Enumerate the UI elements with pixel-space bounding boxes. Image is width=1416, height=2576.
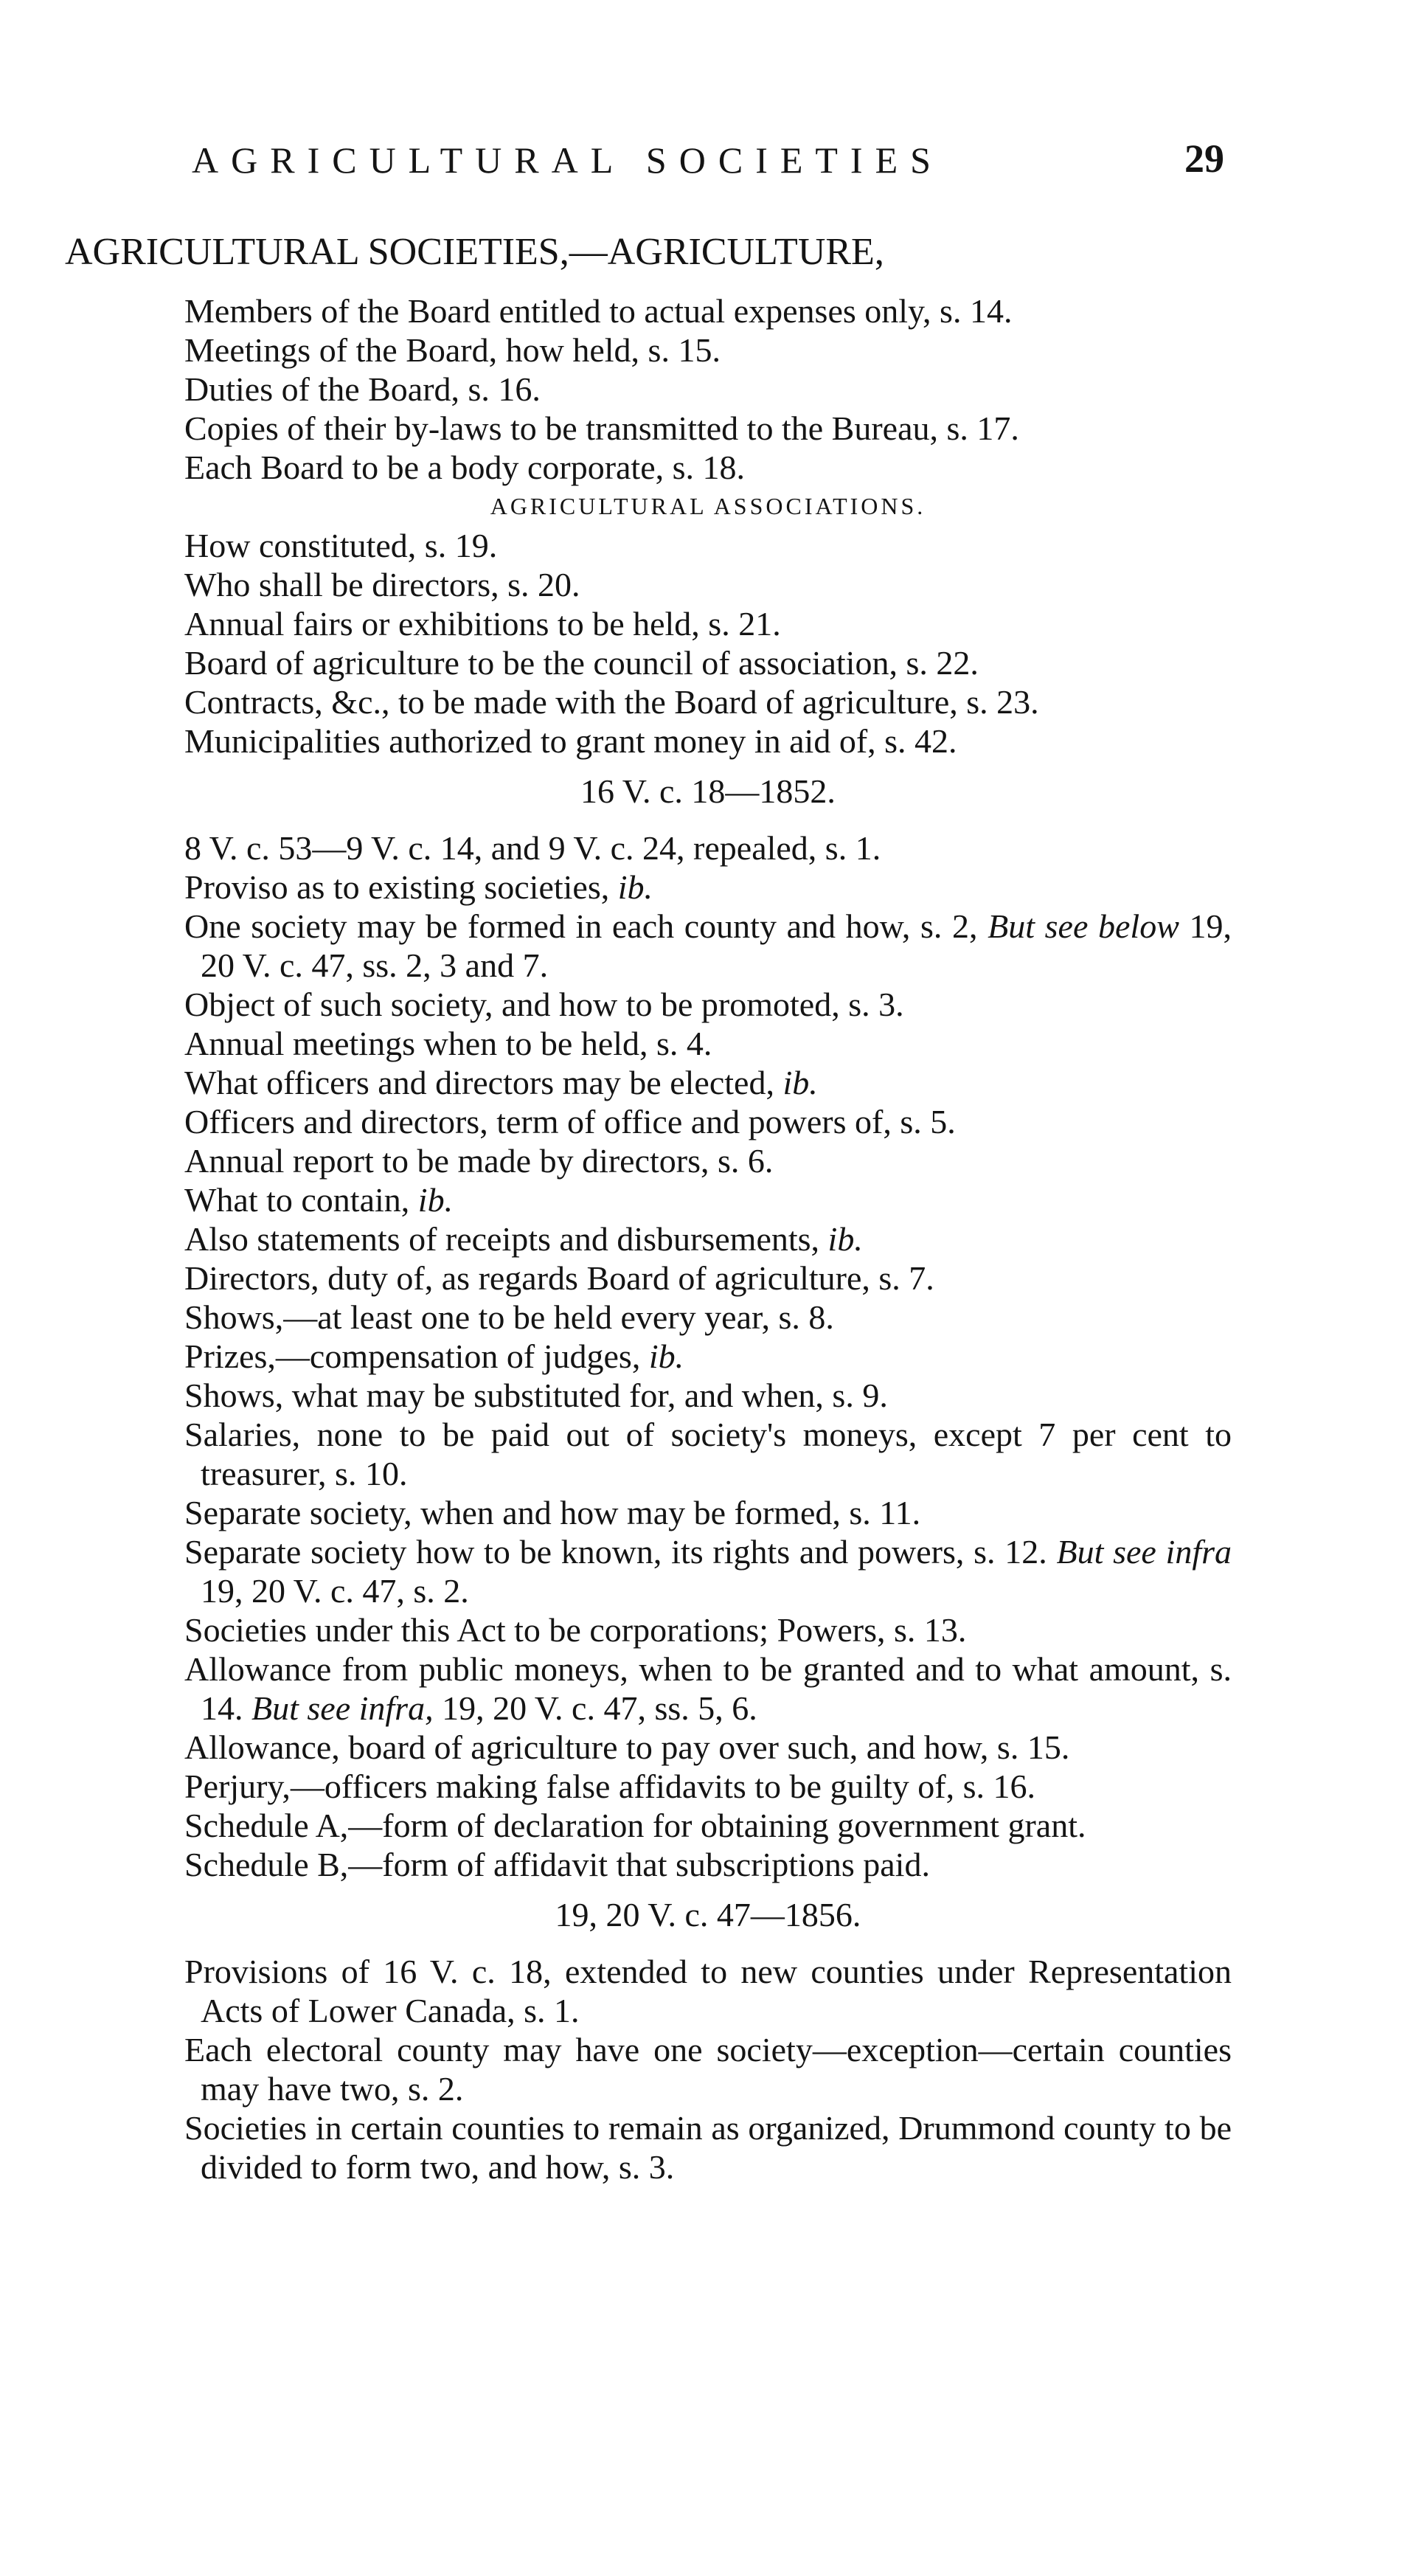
index-entry (184, 1180, 1232, 1219)
entry-text: Perjury,—officers making false affidavits to be guilty of, s. 16. (184, 1767, 1036, 1805)
act-heading: 16 V. c. 18—1852. (580, 772, 836, 810)
entry-reference: ib. (648, 1337, 684, 1375)
entry-text: 8 V. c. 53—9 V. c. 14, and 9 V. c. 24, repealed, s. 1. (184, 829, 881, 867)
index-entry (184, 1415, 1232, 1493)
index-entry: Members of the Board entitled to actual expenses only, s. 14. (184, 292, 1013, 330)
index-entry (184, 868, 1232, 907)
entry-text: Allowance, board of agriculture to pay over such, and how, s. 15. (184, 1728, 1070, 1766)
index-entry (184, 1141, 1232, 1180)
entry-text: Separate society, when and how may be formed, s. 11. (184, 1494, 921, 1531)
index-entry (184, 1610, 1232, 1649)
entry-tail: 19, 20 V. c. 47, s. 2. (201, 1572, 469, 1610)
index-entry (184, 1258, 1232, 1298)
index-entry: Duties of the Board, s. 16. (184, 370, 541, 408)
entry-text: Schedule A,—form of declaration for obtaining government grant. (184, 1807, 1086, 1844)
entry-reference: ib. (417, 1181, 454, 1219)
index-entry: Who shall be directors, s. 20. (184, 566, 580, 603)
entry-text: Proviso as to existing societies, (184, 868, 610, 906)
entry-text: Shows, what may be substituted for, and when, s. 9. (184, 1377, 888, 1414)
index-entry (184, 1806, 1232, 1845)
entry-text: One society may be formed in each county and how, s. 2, (184, 907, 978, 945)
index-entry: Each electoral county may have one society—exception—certain counties may have two, s. 2. (184, 2031, 1232, 2108)
entry-reference: ib. (827, 1220, 863, 1258)
index-entry (184, 1337, 1232, 1376)
entry-text: Allowance from public moneys, when to be granted and to what amount, s. 14. (184, 1650, 1232, 1727)
index-entry: Municipalities authorized to grant money in aid of, s. 42. (184, 722, 957, 760)
index-entry (184, 1102, 1232, 1141)
index-entry: Annual fairs or exhibitions to be held, s. 21. (184, 605, 781, 643)
entry-text: Separate society how to be known, its rights and powers, s. 12. (184, 1533, 1047, 1571)
entry-text: Annual meetings when to be held, s. 4. (184, 1025, 712, 1062)
index-entry: How constituted, s. 19. (184, 527, 498, 564)
entry-tail: 19, 20 V. c. 47, ss. 5, 6. (442, 1689, 757, 1727)
index-entry (184, 828, 1232, 868)
index-entry (184, 1063, 1232, 1102)
index-entry (184, 1298, 1232, 1337)
entry-text: Also statements of receipts and disbursements, (184, 1220, 820, 1258)
index-entry: Provisions of 16 V. c. 18, extended to new counties under Representation Acts of Lower Canada, s. 1. (184, 1953, 1232, 2029)
entry-text: Schedule B,—form of affidavit that subscriptions paid. (184, 1846, 930, 1883)
running-head (192, 136, 1224, 190)
entry-text: Prizes,—compensation of judges, (184, 1337, 641, 1375)
index-entry (184, 1024, 1232, 1063)
index-entry: Contracts, &c., to be made with the Board of agriculture, s. 23. (184, 683, 1039, 721)
index-entry: Meetings of the Board, how held, s. 15. (184, 331, 721, 369)
entry-text: Societies under this Act to be corporations; Powers, s. 13. (184, 1611, 967, 1649)
section-heading: AGRICULTURAL ASSOCIATIONS. (490, 493, 926, 519)
index-entry (184, 985, 1232, 1024)
entry-reference: But see infra (1056, 1533, 1232, 1571)
index-entry (184, 1728, 1232, 1767)
entry-text: Shows,—at least one to be held every year, s. 8. (184, 1298, 834, 1336)
entry-reference: But see below (988, 907, 1179, 945)
index-entries (184, 291, 1232, 2187)
index-entry (184, 1532, 1232, 1610)
entry-text: What to contain, (184, 1181, 410, 1219)
entry-text: Object of such society, and how to be promoted, s. 3. (184, 986, 904, 1023)
index-entry (184, 1845, 1232, 1884)
running-title: AGRICULTURAL SOCIETIES (192, 139, 943, 181)
index-entry (184, 1493, 1232, 1532)
act-heading: 19, 20 V. c. 47—1856. (555, 1896, 861, 1933)
entry-text: What officers and directors may be elected, (184, 1064, 774, 1101)
index-entry (184, 907, 1232, 985)
entry-reference: ib. (782, 1064, 818, 1101)
index-entry (184, 1767, 1232, 1806)
index-entry: Each Board to be a body corporate, s. 18. (184, 449, 746, 486)
page-number: 29 (1184, 136, 1224, 181)
entry-text: Directors, duty of, as regards Board of agriculture, s. 7. (184, 1259, 934, 1297)
index-entry (184, 1376, 1232, 1415)
entry-tail: 19, 20 V. c. 47, ss. 2, 3 and 7. (201, 907, 1232, 984)
entry-text: Salaries, none to be paid out of society's moneys, except 7 per cent to treasurer, s. 10. (184, 1416, 1232, 1492)
index-entry: Copies of their by-laws to be transmitted to the Bureau, s. 17. (184, 409, 1019, 447)
entry-reference: ib. (617, 868, 653, 906)
entry-text: Officers and directors, term of office and powers of, s. 5. (184, 1103, 956, 1140)
index-entry: Societies in certain counties to remain as organized, Drummond county to be divided to form two, and how, s. 3. (184, 2109, 1232, 2186)
index-entry: Board of agriculture to be the council of association, s. 22. (184, 644, 979, 682)
main-heading: AGRICULTURAL SOCIETIES,—AGRICULTURE, (65, 231, 884, 273)
entry-text: Annual report to be made by directors, s. 6. (184, 1142, 774, 1180)
index-entry (184, 1649, 1232, 1728)
index-entry (184, 1219, 1232, 1258)
entry-reference: But see infra, (251, 1689, 434, 1727)
